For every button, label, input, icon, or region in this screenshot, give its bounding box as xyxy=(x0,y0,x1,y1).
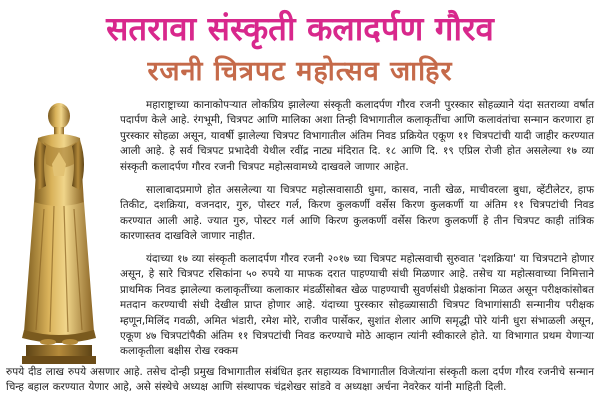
article-paragraph-1: महाराष्ट्राच्या कानाकोपऱ्यात लोकप्रिय झालेल्या संस्कृती कलादर्पण गौरव रजनी पुरस्कार सोहळ्याने यंदा सतराव्या वर्षात पदार्पण केले आहे. रंगभूमी, चित्रपट आणि मालिका अशा तिन्ही विभागातील कलाकृतींचा आणि कलावंतांचा सन्मान करणारा हा पुरस्कार सोहळा असून, यावर्षी झालेल्या चित्रपट विभागातील अंतिम निवड प्रक्रियेत एकूण ११ चित्रपटांची यादी जाहीर करण्यात आली आहे. हे सर्व चित्रपट प्रभादेवी येथील रवींद्र नाट्य मंदिरात दि. १८ आणि दि. १९ एप्रिल रोजी होत असलेल्या १७ व्या संस्कृती कलादर्पण गौरव रजनी चित्रपट महोत्सवामध्ये दाखवले जाणार आहेत. xyxy=(120,99,594,173)
article-paragraph-3-continued: रुपये दीड लाख रुपये असणार आहे. तसेच दोन्ही प्रमुख विभागातील संबंधित इतर सहाय्यक विभागातील विजेत्यांना संस्कृती कला दर्पण गौरव रजनीचे सन्मान चिन्ह बहाल करण्यात येणार आहे, असे संस्थेचे अध्यक्ष आणि संस्थापक चंद्रशेखर सांडवे व अध्यक्षा अर्चना नेवरेकर यांनी माहिती दिली. xyxy=(6,366,594,394)
headline: सतरावा संस्कृती कलादर्पण गौरव xyxy=(106,9,494,48)
golden-statue-image xyxy=(4,94,114,366)
article-paragraph-3: यंदाच्या १७ व्या संस्कृती कलादर्पण गौरव रजनी २०१७ च्या चित्रपट महोत्सवाची सुरुवात 'दशक्रिया' या चित्रपटाने होणार असून, हे सारे चित्रपट रसिकांना ५० रुपये या माफक दरात पाहण्याची संधी मिळणार आहे. तसेच या महोत्सवाच्या निमित्ताने प्राथमिक निवड झालेल्या कलाकृतींच्या कलाकार मंडळींसोबत खेळ पाहण्याची सुवर्णसंधी प्रेक्षकांना मिळत असून परीक्षकांसोबत मतदान करण्याची संधी देखील प्राप्त होणार आहे. यंदाच्या पुरस्कार सोहळ्यासाठी चित्रपट विभागांसाठी सन्मानीय परीक्षक म्हणून,मिलिंद गवळी, अमित भंडारी, रमेश मोरे, राजीव पार्सेकर, सुशांत शेलार आणि समृद्धी पोरे यांनी धुरा संभाळली असून, एकूण ४७ चित्रपटांपैकी अंतिम ११ चित्रपटांची निवड करण्याचे मोठे आव्हान त्यांनी स्वीकारले होते. या विभागात प्रथम येणाऱ्या कलाकृतीला बक्षीस रोख रक्कम xyxy=(120,253,594,358)
subheadline: रजनी चित्रपट महोत्सव जाहिर xyxy=(147,56,453,87)
article xyxy=(4,92,596,400)
article-paragraph-2: सालाबादप्रमाणे होत असलेल्या या चित्रपट महोत्सवासाठी धुमा, कासव, नाती खेळ, माचीवरला बुधा, व्हेंटीलेटर, हाफ तिकीट, दशक्रिया, वजनदार, गुरु, पोस्टर गर्ल, किरण कुलकर्णी वर्सेस किरण कुलकर्णी या अंतिम ११ चित्रपटांची निवड करण्यात आली आहे. ज्यात गुरु, पोस्टर गर्ल आणि किरण कुलकर्णी वर्सेस किरण कुलकर्णी हे तीन चित्रपट काही तांत्रिक कारणास्तव दाखविले जाणार नाहीत. xyxy=(120,184,594,243)
